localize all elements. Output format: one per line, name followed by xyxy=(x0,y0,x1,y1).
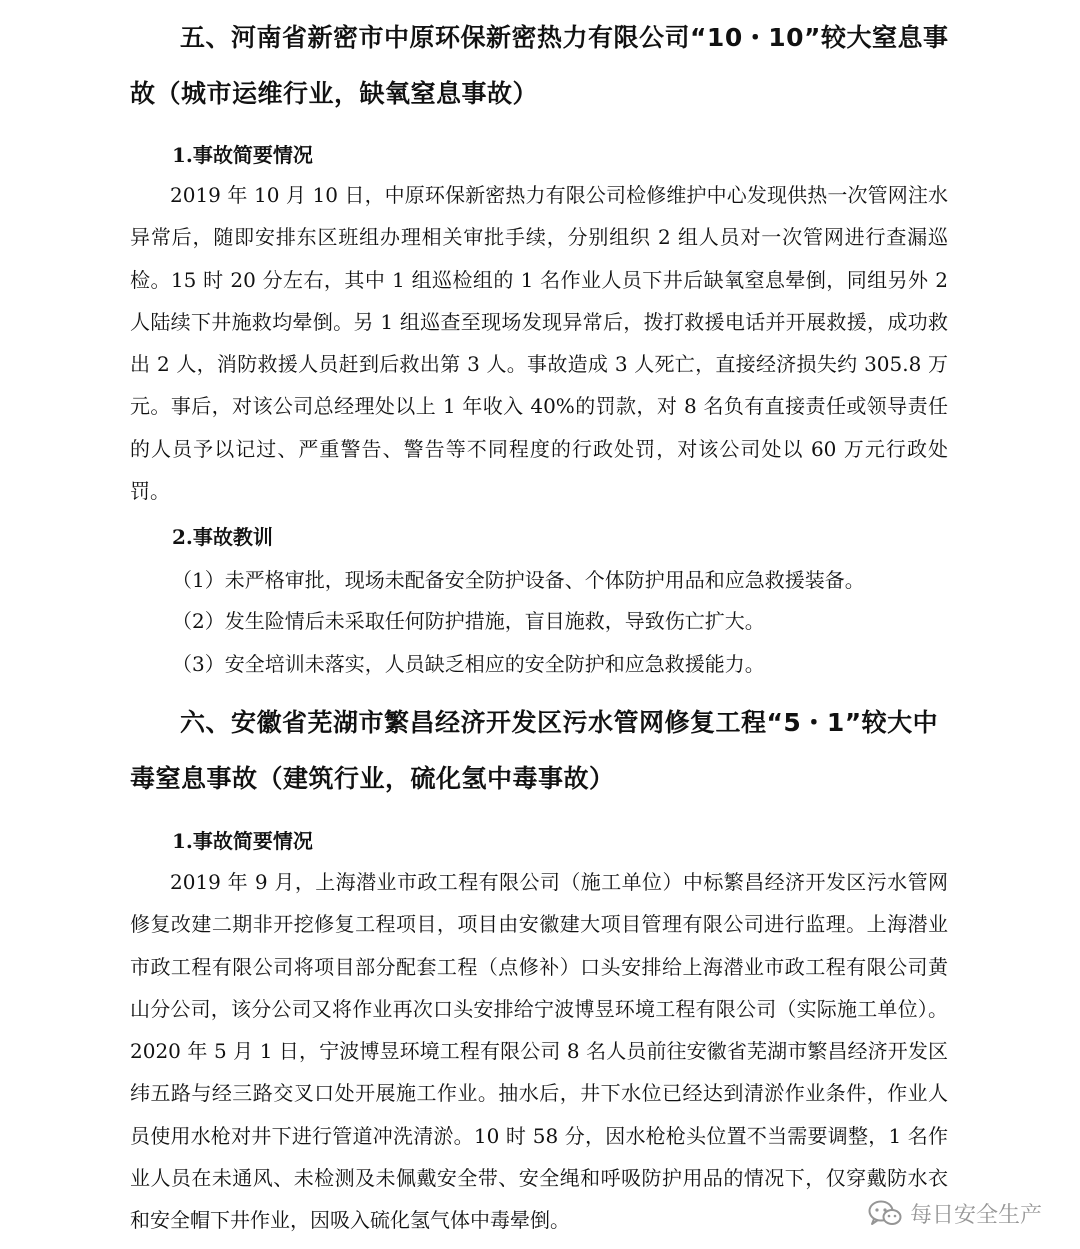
wechat-icon xyxy=(868,1200,902,1228)
watermark-text: 每日安全生产 xyxy=(909,1203,1042,1228)
section-5-heading-line2: 故（城市运维行业，缺氧窒息事故） xyxy=(130,79,539,108)
section-6-summary-text: 2019 年 9 月，上海潜业市政工程有限公司（施工单位）中标繁昌经济开发区污水管网修复改建二期非开挖修复工程项目，项目由安徽建大项目管理有限公司进行监理。上海潜业市政工程有限公司将项目部分配套工程（点修补）口头安排给上海潜业市政工程有限公司黄山分公司，该分公司又将作业再次口头安排给宁波博昱环境工程有限公司（实际施工单位）。2020 年 5 月 1 日，宁波博昱环境工程有限公司 8 名人员前往安徽省芜湖市繁昌经济开发区纬五路与经三路交叉口处开展施工作业。抽水后，井下水位已经达到清淤作业条件，作业人员使用水枪对井下进行管道冲洗清淤。10 时 58 分，因水枪枪头位置不当需要调整，1 名作业人员在未通风、未检测及未佩戴安全带、安全绳和呼吸防护用品的情况下，仅穿戴防水衣和安全帽下井作业，因吸入硫化氢气体中毒晕倒。 xyxy=(130,870,948,1233)
section-5-heading xyxy=(130,10,950,122)
section-6-heading-line1: 六、安徽省芜湖市繁昌经济开发区污水管网修复工程“5・1”较大中 xyxy=(180,708,939,737)
section-5-subheading-lessons: 2.事故教训 xyxy=(172,525,273,549)
section-6-heading-line2: 毒窒息事故（建筑行业，硫化氢中毒事故） xyxy=(130,764,615,793)
section-5-lesson-2: （2）发生险情后未采取任何防护措施，盲目施救，导致伤亡扩大。 xyxy=(172,609,765,633)
section-5-summary-paragraph xyxy=(130,174,948,512)
section-5-heading-line1: 五、河南省新密市中原环保新密热力有限公司“10・10”较大窒息事 xyxy=(180,23,949,52)
section-5-subheading-summary: 1.事故简要情况 xyxy=(172,143,313,167)
section-6-heading xyxy=(130,695,950,807)
watermark xyxy=(868,1198,1042,1229)
section-5-lesson-3: （3）安全培训未落实，人员缺乏相应的安全防护和应急救援能力。 xyxy=(172,652,765,676)
section-6-subheading-summary: 1.事故简要情况 xyxy=(172,829,313,853)
section-5-lesson-1: （1）未严格审批，现场未配备安全防护设备、个体防护用品和应急救援装备。 xyxy=(172,568,865,592)
section-5-summary-text: 2019 年 10 月 10 日，中原环保新密热力有限公司检修维护中心发现供热一次管网注水异常后，随即安排东区班组办理相关审批手续，分别组织 2 组人员对一次管网进行查漏巡检。15 时 20 分左右，其中 1 组巡检组的 1 名作业人员下井后缺氧窒息晕倒，同组另外 2 人陆续下井施救均晕倒。另 1 组巡查至现场发现异常后，拨打救援电话并开展救援，成功救出 2 人，消防救援人员赶到后救出第 3 人。事故造成 3 人死亡，直接经济损失约 305.8 万元。事后，对该公司总经理处以上 1 年收入 40%的罚款，对 8 名负有直接责任或领导责任的人员予以记过、严重警告、警告等不同程度的行政处罚，对该公司处以 60 万元行政处罚。 xyxy=(130,183,948,504)
section-6-summary-paragraph xyxy=(130,861,948,1242)
